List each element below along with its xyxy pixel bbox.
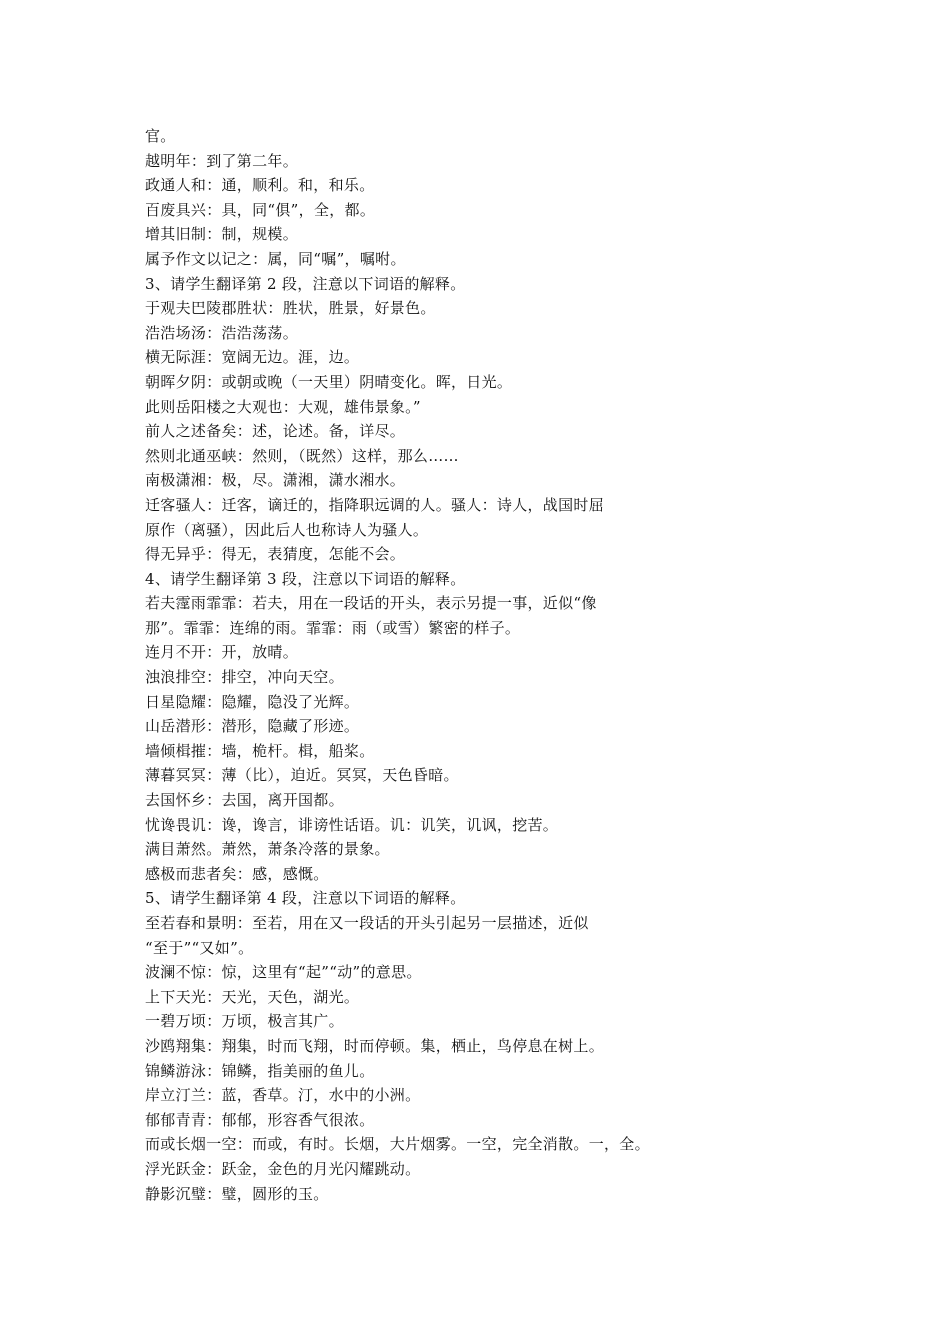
text-line: 上下天光：天光，天色，湖光。 [145,987,360,1006]
text-line: 连月不开：开，放晴。 [145,643,299,662]
text-line: 锦鳞游泳：锦鳞，指美丽的鱼儿。 [145,1061,375,1080]
text-line: 浊浪排空：排空，冲向天空。 [145,668,344,687]
text-line: 迁客骚人：迁客，谪迁的，指降职远调的人。骚人：诗人，战国时屈 [145,495,605,514]
text-line: 满目萧然。萧然，萧条冷落的景象。 [145,840,390,859]
text-line: 去国怀乡：去国，离开国都。 [145,791,344,810]
text-line: 原作（离骚），因此后人也称诗人为骚人。 [145,520,429,539]
text-line: 然则北通巫峡：然则，（既然）这样，那么…… [145,446,459,465]
text-line: 郁郁青青：郁郁，形容香气很浓。 [145,1110,375,1129]
text-line: 南极潇湘：极，尽。潇湘，潇水湘水。 [145,471,406,490]
text-line: 越明年：到了第二年。 [145,151,299,170]
text-line: 朝晖夕阴：或朝或晚（一天里）阴晴变化。晖，日光。 [145,372,513,391]
text-line: 4、请学生翻译第 3 段，注意以下词语的解释。 [145,569,466,588]
text-line: 浩浩场汤：浩浩荡荡。 [145,323,299,342]
text-line: 横无际涯：宽阔无边。涯，边。 [145,348,360,367]
text-line: 前人之述备矣：述，论述。备，详尽。 [145,422,406,441]
text-line: 静影沉璧：璧，圆形的玉。 [145,1184,329,1203]
text-line: 官。 [145,127,176,145]
text-line: 至若春和景明：至若，用在又一段话的开头引起另一层描述，近似 [145,914,589,932]
text-line: 百废具兴：具，同“俱”，全，都。 [145,200,376,219]
text-line: 得无异乎：得无，表猜度，怎能不会。 [145,545,406,564]
text-line: 3、请学生翻译第 2 段，注意以下词语的解释。 [145,274,466,293]
text-line: “至于”“又如”。 [145,938,254,957]
text-line: 浮光跃金：跃金，金色的月光闪耀跳动。 [145,1159,421,1178]
text-line: 若夫霪雨霏霏：若夫，用在一段话的开头，表示另提一事，近似“像 [145,594,597,613]
text-line: 一碧万顷：万顷，极言其广。 [145,1012,344,1031]
document-page [145,124,845,1206]
text-line: 5、请学生翻译第 4 段，注意以下词语的解释。 [145,889,466,908]
text-line: 波澜不惊：惊，这里有“起”“动”的意思。 [145,963,422,982]
text-line: 增其旧制：制，规模。 [145,225,299,244]
text-line: 山岳潜形：潜形，隐藏了形迹。 [145,717,360,736]
text-line: 感极而悲者矣：感，感慨。 [145,864,329,883]
text-line: 岸立汀兰：蓝，香草。汀，水中的小洲。 [145,1086,421,1105]
text-line: 属予作文以记之：属，同“嘱”，嘱咐。 [145,249,406,268]
text-line: 忧谗畏讥：谗，谗言，诽谤性话语。讥：讥笑，讥讽，挖苦。 [145,815,559,834]
text-line: 日星隐耀：隐耀，隐没了光辉。 [145,692,360,711]
text-line: 薄暮冥冥：薄（比），迫近。冥冥，天色昏暗。 [145,766,459,785]
text-line: 此则岳阳楼之大观也：大观，雄伟景象。” [145,397,421,416]
text-line: 那”。霏霏：连绵的雨。霏霏：雨（或雪）繁密的样子。 [145,618,521,637]
text-line: 墙倾楫摧：墙，桅杆。楫，船桨。 [145,741,375,760]
text-line: 政通人和：通，顺利。和，和乐。 [145,176,375,195]
text-line: 而或长烟一空：而或，有时。长烟，大片烟雾。一空，完全消散。一，全。 [145,1135,650,1154]
text-line: 于观夫巴陵郡胜状：胜状，胜景，好景色。 [145,299,436,318]
text-line: 沙鸥翔集：翔集，时而飞翔，时而停顿。集，栖止，鸟停息在树上。 [145,1036,605,1055]
